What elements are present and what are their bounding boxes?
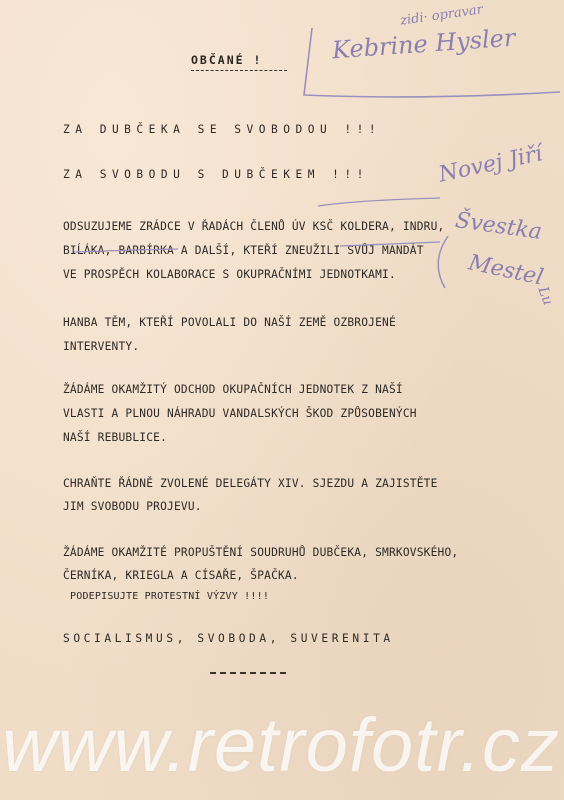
handwriting-top-name: Kebrine Hysler (331, 23, 517, 65)
paragraph-1-line-2: BIĹÁKA, BARBÍRKA A DALŠÍ, KTEŘÍ ZNEUŽILI SVŮJ MANDÁT (63, 244, 424, 257)
handwriting-top-small: zidi· opravar (399, 2, 484, 29)
pencil-underline-3 (340, 242, 440, 246)
pencil-underline-2 (74, 249, 178, 252)
pencil-bracket-mid (438, 236, 448, 288)
slogan-2: ZA SVOBODU S DUBČEKEM !!! (63, 168, 369, 181)
paragraph-1-line-1: ODSUZUJEME ZRÁDCE V ŘADÁCH ČLENŮ ÚV KSČ KOLDERA, INDRU, (63, 220, 445, 233)
paragraph-5-line-2: ČERNÍKA, KRIEGLA A CÍSAŘE, ŠPAČKA. (63, 569, 299, 582)
call-to-action: PODEPISUJTE PROTESTNÍ VÝZVY !!!! (70, 591, 270, 602)
paragraph-2-line-2: INTERVENTY. (63, 340, 140, 353)
paragraph-5-line-1: ŽÁDÁME OKAMŽITÉ PROPUŠTĚNÍ SOUDRUHŮ DUBČEKA, SMRKOVSKÉHO, (63, 546, 459, 559)
closing-slogan: SOCIALISMUS, SVOBODA, SUVERENITA (63, 632, 394, 645)
slogan-1: ZA DUBČEKA SE SVOBODOU !!! (63, 123, 382, 136)
paragraph-1-line-3: VE PROSPĚCH KOLABORACE S OKUPRAČNÍMI JEDNOTKAMI. (63, 268, 396, 281)
paragraph-2-line-1: HANBA TĚM, KTEŘÍ POVOLALI DO NAŠÍ ZEMĚ OZBROJENÉ (63, 316, 396, 329)
paragraph-3-line-1: ŽÁDÁME OKAMŽITÝ ODCHOD OKUPAČNÍCH JEDNOTEK Z NAŠÍ (63, 383, 403, 396)
handwriting-name-1: Novej Jiří (436, 141, 545, 188)
handwriting-name-4: Lu (534, 284, 556, 308)
pencil-underline-1 (318, 198, 440, 206)
document-title: OBČANÉ ! (191, 53, 263, 67)
paragraph-4-line-1: CHRAŇTE ŘÁDNĚ ZVOLENÉ DELEGÁTY XIV. SJEZDU A ZAJISTĚTE (63, 477, 438, 490)
handwriting-name-2: Švestka (453, 208, 544, 245)
paragraph-3-line-2: VLASTI A PLNOU NÁHRADU VANDALSKÝCH ŠKOD ZPŮSOBENÝCH (63, 407, 417, 420)
handwriting-name-3: Mestel (466, 250, 546, 291)
paragraph-3-line-3: NAŠÍ REBUBLICE. (63, 431, 168, 444)
paragraph-4-line-2: JIM SVOBODU PROJEVU. (63, 500, 202, 513)
watermark: www.retrofotr.cz (2, 703, 560, 788)
